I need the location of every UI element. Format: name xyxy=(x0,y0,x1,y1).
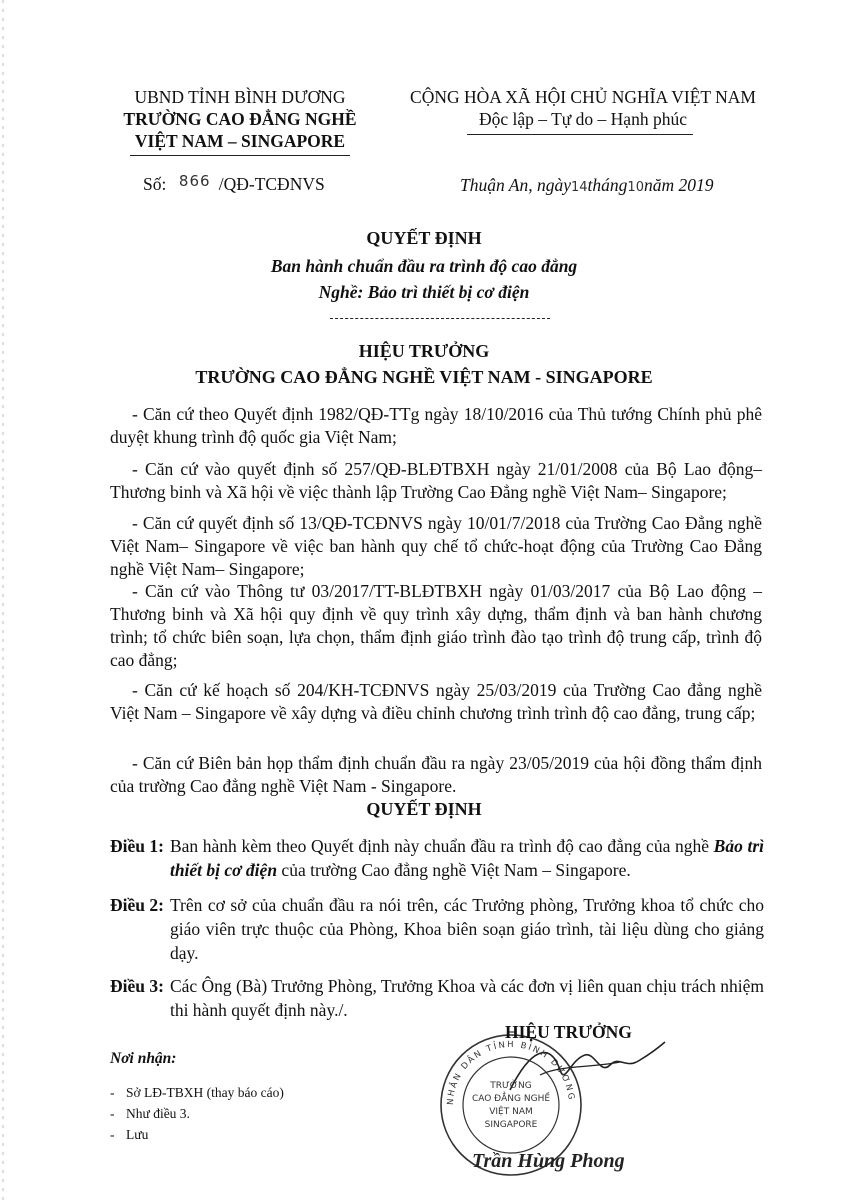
title-profession: Nghề: Bảo trì thiết bị cơ điện xyxy=(318,282,530,302)
national-motto xyxy=(380,86,786,130)
title-subject: Ban hành chuẩn đầu ra trình độ cao đẳng xyxy=(270,256,578,276)
seal-line-4: SINGAPORE xyxy=(484,1120,538,1130)
motto-underline xyxy=(467,134,693,135)
document-date xyxy=(460,175,713,196)
date-place: Thuận An, ngày xyxy=(460,175,571,195)
legal-basis-2: - Căn cứ vào quyết định số 257/QĐ-BLĐTBXH ngày 21/01/2008 của Bộ Lao động– Thương binh và Xã hội về việc thành lập Trường Cao Đẳng nghề Việt Nam– Singapore; xyxy=(110,459,762,502)
signer-title: HIỆU TRƯỞNG xyxy=(505,1022,632,1042)
date-month-word: tháng xyxy=(587,175,628,195)
authority-title: HIỆU TRƯỞNG xyxy=(358,341,490,361)
authority-line-1: UBND TỈNH BÌNH DƯƠNG xyxy=(134,87,346,107)
number-prefix: Số: xyxy=(143,174,167,194)
recipients-list xyxy=(110,1082,284,1145)
date-year: năm 2019 xyxy=(643,175,714,195)
recipient-item: - Sở LĐ-TBXH (thay báo cáo) xyxy=(110,1082,284,1103)
title-divider xyxy=(330,318,550,319)
article-1-text: Ban hành kèm theo Quyết định này chuẩn đầu ra trình độ cao đẳng của nghề Bảo trì thiết bị cơ điện của trường Cao đẳng nghề Việt Nam – Singapore. xyxy=(169,836,764,880)
number-suffix: /QĐ-TCĐNVS xyxy=(218,174,325,194)
seal-line-2: CAO ĐẲNG NGHỀ xyxy=(471,1094,551,1104)
article-3-label: Điều 3: xyxy=(110,976,164,996)
recipient-item: - Như điều 3. xyxy=(110,1103,284,1124)
signer-name: Trần Hùng Phong xyxy=(472,1150,625,1172)
authority-school: TRƯỜNG CAO ĐẲNG NGHỀ VIỆT NAM - SINGAPORE xyxy=(195,367,653,387)
authority-line-3: VIỆT NAM – SINGAPORE xyxy=(134,131,346,151)
issuing-authority xyxy=(100,86,380,152)
seal-ring-text: NHÂN DÂN TỈNH BÌNH DƯƠNG xyxy=(445,1039,577,1106)
recipient-item: - Lưu xyxy=(110,1124,284,1145)
country-name: CỘNG HÒA XÃ HỘI CHỦ NGHĨA VIỆT NAM xyxy=(410,87,756,107)
recipients-heading: Nơi nhận: xyxy=(110,1050,177,1067)
decision-heading: QUYẾT ĐỊNH xyxy=(366,799,482,819)
seal-line-3: VIỆT NAM xyxy=(489,1107,533,1117)
document-number xyxy=(143,174,325,195)
legal-basis-4: - Căn cứ vào Thông tư 03/2017/TT-BLĐTBXH ngày 01/03/2017 của Bộ Lao động – Thương binh và Xã hội quy định về quy trình xây dựng, thẩm định và ban hành chương trình; tổ chức biên soạn, lựa chọn, thẩm định giáo trình đào tạo trình độ trung cấp, trình độ cao đẳng; xyxy=(110,581,762,670)
handwritten-signature xyxy=(500,1030,670,1110)
seal-line-1: TRƯỜNG xyxy=(490,1081,532,1091)
legal-basis-1: - Căn cứ theo Quyết định 1982/QĐ-TTg ngày 18/10/2016 của Thủ tướng Chính phủ phê duyệt khung trình độ quốc gia Việt Nam; xyxy=(110,404,762,447)
date-month: 10 xyxy=(627,180,644,195)
date-day: 14 xyxy=(571,180,588,195)
legal-basis-5: - Căn cứ kế hoạch số 204/KH-TCĐNVS ngày 25/03/2019 của Trường Cao đẳng nghề Việt Nam – Singapore về xây dựng và điều chỉnh chương trình trình độ cao đẳng, trung cấp; xyxy=(110,680,762,723)
authority-line-2: TRƯỜNG CAO ĐẲNG NGHỀ xyxy=(123,109,357,129)
article-2-text: Trên cơ sở của chuẩn đầu ra nói trên, các Trưởng phòng, Trưởng khoa tổ chức cho giáo viên trực thuộc của Phòng, Khoa biên soạn giáo trình, tài liệu dùng cho giảng dạy. xyxy=(169,895,764,963)
legal-basis-6: - Căn cứ Biên bản họp thẩm định chuẩn đầu ra ngày 23/05/2019 của hội đồng thẩm định của trường Cao đẳng nghề Việt Nam - Singapore. xyxy=(110,753,762,796)
scan-edge xyxy=(2,0,4,1200)
authority-underline xyxy=(130,155,350,156)
article-3 xyxy=(110,974,764,1022)
article-2-label: Điều 2: xyxy=(110,895,164,915)
article-2 xyxy=(110,893,764,965)
motto: Độc lập – Tự do – Hạnh phúc xyxy=(479,109,687,129)
article-1-label: Điều 1: xyxy=(110,836,164,856)
number-handwritten: 866 xyxy=(178,172,211,190)
article-3-text: Các Ông (Bà) Trưởng Phòng, Trưởng Khoa và các đơn vị liên quan chịu trách nhiệm thi hành quyết định này./. xyxy=(169,976,764,1020)
article-1 xyxy=(110,834,764,882)
legal-basis-3: - Căn cứ quyết định số 13/QĐ-TCĐNVS ngày 10/01/7/2018 của Trường Cao Đẳng nghề Việt Nam– Singapore về việc ban hành quy chế tổ chức-hoạt động của Trường Cao Đẳng nghề Việt Nam– Singapore; xyxy=(110,513,762,579)
document-title: QUYẾT ĐỊNH xyxy=(366,228,482,248)
